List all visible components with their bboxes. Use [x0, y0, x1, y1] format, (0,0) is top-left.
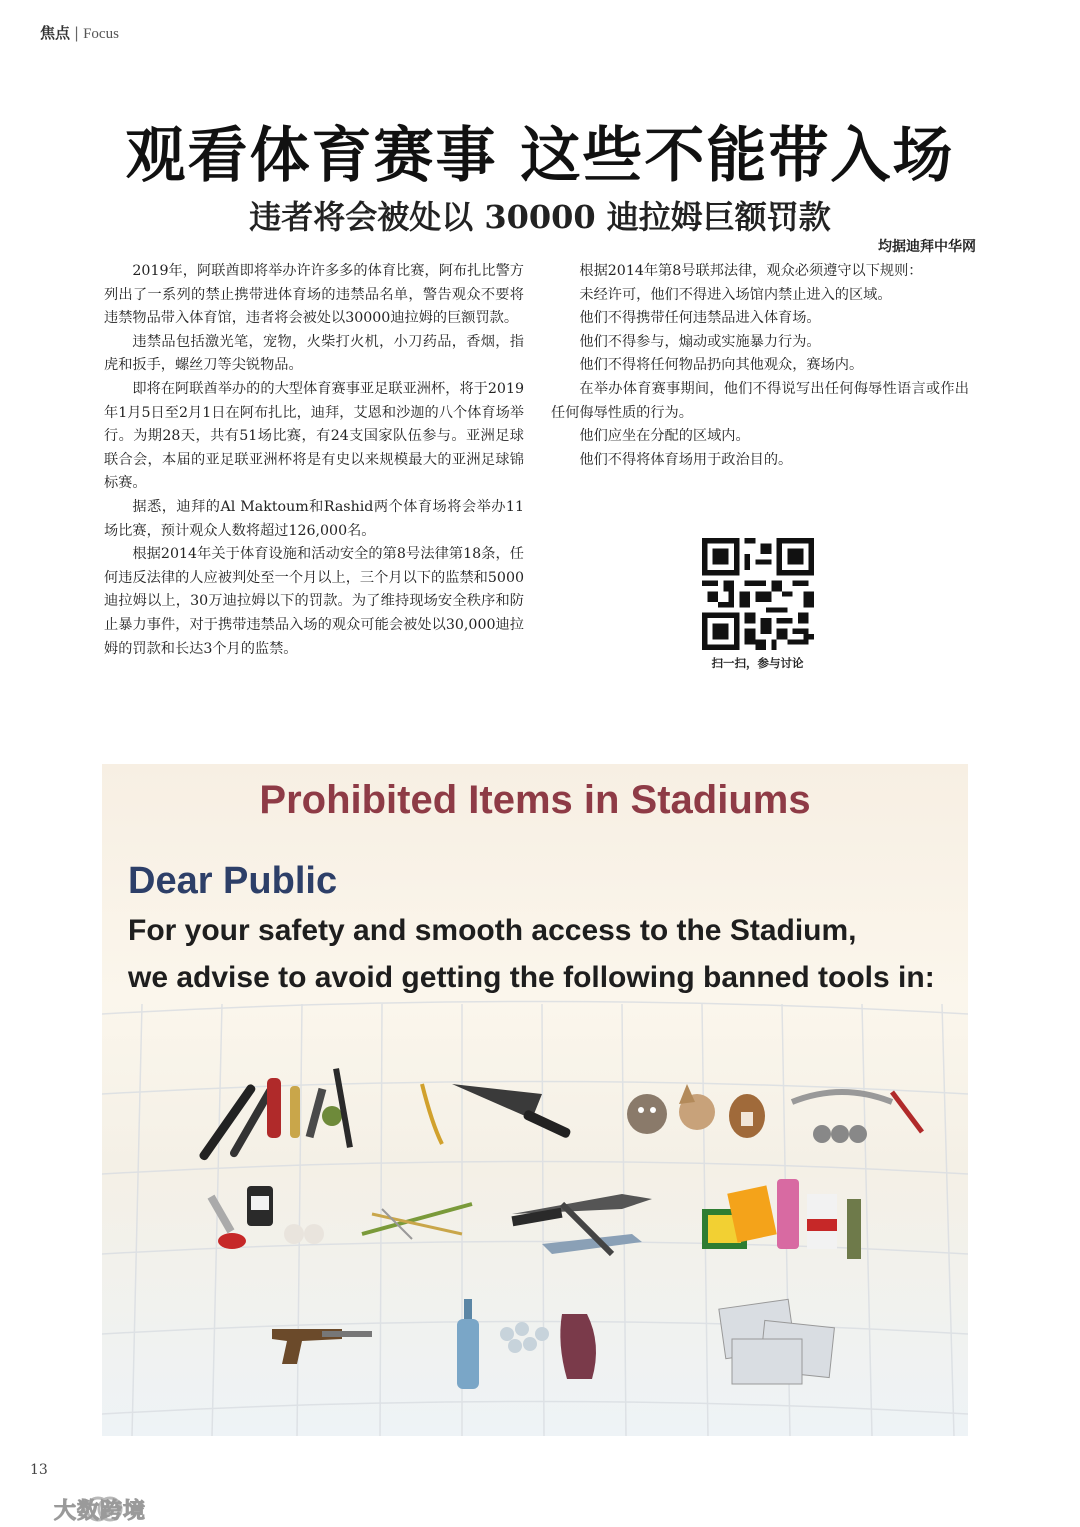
paragraph: 他们应坐在分配的区域内。	[579, 428, 750, 445]
matches-lighters-icon	[692, 1169, 882, 1279]
paragraph: 他们不得将体育场用于政治目的。	[579, 451, 793, 468]
knuckles-wrench-icon	[782, 1072, 932, 1152]
poster-title: Prohibited Items in Stadiums	[259, 778, 811, 822]
header-separator: |	[74, 24, 80, 42]
paragraph: 他们不得携带任何违禁品进入体育场。	[579, 310, 821, 327]
article-subtitle: 违者将会被处以 30000 迪拉姆巨额罚款	[249, 198, 831, 236]
qr-caption: 扫一扫，参与讨论	[711, 656, 804, 670]
page-header	[40, 22, 119, 43]
papers-icon	[702, 1284, 862, 1394]
qr-code[interactable]	[702, 538, 814, 650]
laser-pointers-icon	[172, 1058, 362, 1168]
qr-block	[700, 538, 815, 671]
section-label-en: Focus	[83, 26, 119, 42]
paragraph: 据悉，迪拜的Al Maktoum和Rashid两个体育场将会举办11场比赛，预计观众人数将超过126,000名。	[104, 498, 524, 539]
page-number: 13	[30, 1462, 48, 1478]
article-column-left	[104, 260, 524, 661]
glass-bottle-marbles-icon	[452, 1294, 602, 1394]
medicine-bottles-icon	[202, 1176, 342, 1266]
paragraph: 他们不得将任何物品扔向其他观众，赛场内。	[579, 357, 864, 374]
poster-line-2: we advise to avoid getting the following banned tools in:	[128, 961, 935, 994]
pistol-icon	[262, 1309, 382, 1379]
paragraph: 根据2014年第8号联邦法律，观众必须遵守以下规则：	[579, 263, 923, 279]
knives-icon	[502, 1174, 662, 1274]
pets-icon	[617, 1074, 767, 1154]
paragraph: 违禁品包括激光笔，宠物，火柴打火机，小刀药品，香烟，指虎和扳手，螺丝刀等尖锐物品。	[104, 333, 524, 374]
paragraph: 即将在阿联酋举办的的大型体育赛事亚足联亚洲杯，将于2019年1月5日至2月1日在阿布扎比，迪拜，艾恩和沙迦的八个体育场举行。为期28天，共有51场比赛，有24支国家队伍参与。亚洲足球联合会，本届的亚足联亚洲杯将是有史以来规模最大的亚洲足球锦标赛。	[104, 380, 524, 492]
section-label: 焦点	[40, 24, 71, 42]
slingshot-icon	[412, 1064, 582, 1164]
poster-image	[102, 764, 968, 1436]
sticks-icon	[352, 1184, 482, 1254]
poster-greeting: Dear Public	[128, 860, 338, 902]
paragraph: 未经许可，他们不得进入场馆内禁止进入的区域。	[579, 286, 892, 303]
paragraph: 根据2014年关于体育设施和活动安全的第8号法律第18条，任何违反法律的人应被判处至一个月以上，三个月以下的监禁和5000迪拉姆以上，30万迪拉姆以下的罚款。为了维持现场安全秩序和防止暴力事件，对于携带违禁品入场的观众可能会被处以30,000迪拉姆的罚款和长达3个月的监禁。	[104, 546, 524, 657]
paragraph: 在举办体育赛事期间，他们不得说写出任何侮辱性语言或作出任何侮辱性质的行为。	[551, 380, 969, 421]
article-column-right	[551, 260, 969, 472]
watermark-text: 大数跨境	[54, 1499, 147, 1524]
article-title: 观看体育赛事 这些不能带入场	[125, 121, 955, 191]
article-source: 均据迪拜中华网	[878, 239, 976, 255]
paragraph: 2019年，阿联酋即将举办许许多多的体育比赛，阿布扎比警方列出了一系列的禁止携带进体育场的违禁品名单，警告观众不要将违禁物品带入体育馆，违者将会被处以30000迪拉姆的巨额罚款。	[104, 263, 524, 327]
poster-line-1: For your safety and smooth access to the Stadium,	[128, 914, 857, 947]
paragraph: 他们不得参与，煽动或实施暴力行为。	[579, 333, 821, 350]
